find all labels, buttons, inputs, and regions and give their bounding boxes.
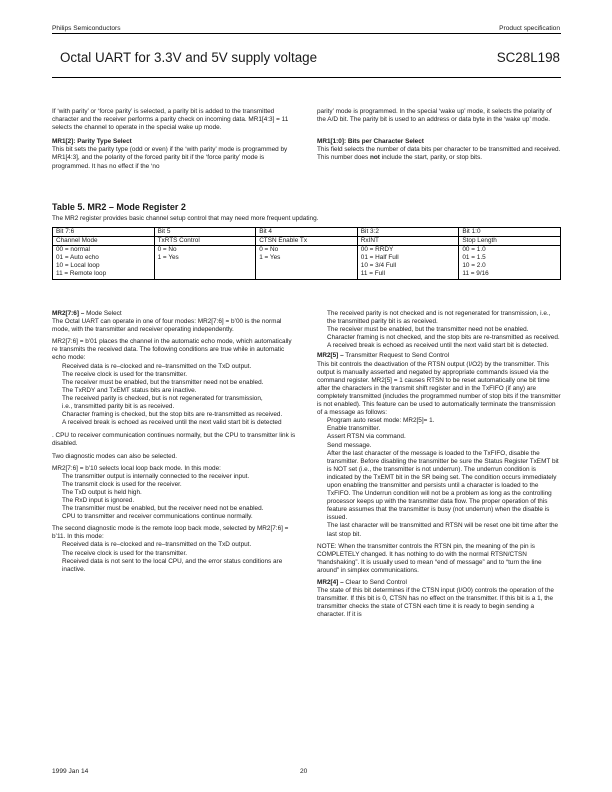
list-item: After the last character of the message is loaded to the TxFIFO, disable the transmitter. Before disabling the transmitter be sure the Status Register TxEMT bit is NOT set (i.e., the transmitter is not underrun). The underrun condition is indicated by the TxEMT bit in the SR being set. The condition occurs immediately upon enabling the transmitter and persists until a character is loaded to the TxFIFO. The Underrun condition will not be a problem as long as the controlling processor keeps up with the transmitter data flow. The proper operation of this feature assumes that the transmitter is busy (not underrun) when the disable is issued. <box>327 449 559 522</box>
table-row-names <box>53 237 561 246</box>
header-rule-top <box>52 33 561 34</box>
table-row-bits <box>53 228 561 237</box>
list-item: The last character will be transmitted and RTSN will be reset one bit time after the last stop bit. <box>327 522 559 538</box>
mr110-text-b: include the start, parity, or stop bits. <box>379 154 483 162</box>
bits-cell: Bit 7:6 <box>53 228 155 237</box>
list-item: CPU to transmitter and receiver communications continue normally. <box>62 513 253 521</box>
continued-list <box>317 310 561 350</box>
echo-list <box>52 363 298 428</box>
mr110-text-a: This field selects the number of data bits per character to be transmitted and received. This number does <box>317 146 561 162</box>
table-row-values <box>53 246 561 279</box>
list-item: i.e., transmitted parity bit is as received. <box>62 403 175 411</box>
value-line: 1 = Yes <box>259 254 281 262</box>
list-item: The transmit clock is used for the receiver. <box>62 480 182 488</box>
mr12-heading: MR1[2]: Parity Type Select <box>52 138 132 146</box>
body-right-column <box>317 310 561 623</box>
value-line: 10 = Local loop <box>56 262 100 270</box>
list-item: The received parity is checked, but is not regenerated for transmission, <box>62 394 263 402</box>
mr110-text <box>317 146 561 162</box>
list-item: Program auto reset mode: MR2[5]= 1. <box>327 417 435 425</box>
mr110-heading: MR1[1:0]: Bits per Character Select <box>317 138 424 146</box>
list-item: The transmitter must be enabled, but the receiver need not be enabled. <box>62 505 264 513</box>
cts-heading-bold: MR2[4] – <box>317 579 344 586</box>
value-cell <box>357 246 459 279</box>
two-diag: Two diagnostic modes can also be selected. <box>52 452 178 460</box>
footer-date: 1999 Jan 14 <box>52 768 89 775</box>
list-item: The receiver must be enabled, but the transmitter need not be enabled. <box>327 326 529 334</box>
value-cell <box>154 246 256 279</box>
list-item: The TxRDY and TxEMT status bits are inactive. <box>62 386 197 394</box>
header-rule-bottom <box>52 77 561 78</box>
intro-left <box>52 108 294 175</box>
rts-text: This bit controls the deactivation of the RTSN output (I/O2) by the transmitter. This output is manually asserted and negated by appropriate commands issued via the command register. MR2[5] = 1 causes RTSN to be reset automatically one bit time after the characters in the transmit shift register and in the TxFIFO (if any) are completely transmitted (includes the programmed number of stop bits if the transmitter is not enabled). This feature can be used to automatically terminate the transmission of a message as follows: <box>317 360 561 417</box>
list-item: A received break is echoed as received until the next valid start bit is detected <box>62 419 282 427</box>
rts-list <box>317 417 561 538</box>
value-line: 10 = 3/4 Full <box>360 262 397 270</box>
list-item: Assert RTSN via command. <box>327 433 406 441</box>
value-line: 01 = Half Full <box>360 254 399 262</box>
name-cell: CTSN Enable Tx <box>256 237 358 246</box>
mr110-text-bold: not <box>369 154 380 162</box>
rts-heading-rest: Transmitter Request to Send Control <box>343 352 450 360</box>
mode-select-heading <box>52 310 298 318</box>
list-item: The RxD input is ignored. <box>62 496 135 504</box>
list-item: Character framing is not checked, and the stop bits are re-transmitted as received. <box>327 334 560 342</box>
value-line: 00 = normal <box>56 246 90 254</box>
name-cell: Stop Length <box>459 237 561 246</box>
list-item: Received data is re–clocked and re–transmitted on the TxD output. <box>62 362 252 370</box>
value-line: 01 = Auto echo <box>56 254 99 262</box>
value-cell <box>53 246 155 279</box>
value-line: 1 = Yes <box>157 254 179 262</box>
intro-right-text: parity’ mode is programmed. In the special ‘wake up’ mode, it selects the polarity of the A/D bit. The parity bit is used to an address or data byte in the ‘wake up’ mode. <box>317 108 552 124</box>
table-title: Table 5. MR2 – Mode Register 2 <box>52 202 186 212</box>
list-item: Received data is not sent to the local CPU, and the error status conditions are inactive. <box>62 557 283 573</box>
name-cell: Channel Mode <box>53 237 155 246</box>
list-item: The receive clock is used for the transmitter. <box>62 370 188 378</box>
cts-text: The state of this bit determines if the CTSN input (I/O0) controls the operation of the transmitter. If this bit is 0, CTSN has no effect on the transmitter. If this bit is a 1, the transmitter checks the state of CTSN each time it is ready to begin sending a character. If it is <box>317 587 554 619</box>
local-intro: MR2[7:6] = b’10 selects local loop back mode. In this mode: <box>52 464 221 472</box>
bits-cell: Bit 3:2 <box>357 228 459 237</box>
value-line: 0 = No <box>157 246 177 254</box>
list-item: Send message. <box>327 441 372 449</box>
mode-select-text: The Octal UART can operate in one of four modes: MR2[7:6] = b’00 is the normal mode, with the transmitter and receiver operating independently. <box>52 318 282 334</box>
cts-heading-rest: Clear to Send Control <box>343 579 407 586</box>
page-number: 20 <box>300 768 308 775</box>
value-line: 00 = 1.0 <box>462 246 486 254</box>
value-line: 11 = 9/16 <box>462 270 489 278</box>
part-number: SC28L198 <box>496 50 560 65</box>
mode-select-heading-rest: Mode Select <box>84 310 122 317</box>
local-list <box>52 473 298 522</box>
rts-heading-bold: MR2[5] – <box>317 352 344 360</box>
rts-heading <box>317 352 561 360</box>
list-item: A received break is echoed as received until the next valid start bit is detected. <box>327 342 549 350</box>
value-line: 11 = Remote loop <box>56 270 107 278</box>
body-left-column <box>52 310 298 574</box>
remote-intro: The second diagnostic mode is the remote loop back mode, selected by MR2[7:6] = b’11. In this mode: <box>52 525 289 541</box>
mr12-text: This bit sets the parity type (odd or even) if the ‘with parity’ mode is programmed by MR1[4:3], and the polarity of the forced parity bit if the ‘force parity’ mode is programmed. It has no effect if the ‘no <box>52 146 288 170</box>
value-line: 11 = Full <box>360 270 385 278</box>
bits-cell: Bit 1:0 <box>459 228 561 237</box>
value-line: 0 = No <box>259 246 279 254</box>
page-title: Octal UART for 3.3V and 5V supply voltage <box>60 50 318 65</box>
bits-cell: Bit 5 <box>154 228 256 237</box>
bits-cell: Bit 4 <box>256 228 358 237</box>
value-cell <box>256 246 358 279</box>
name-cell: TxRTS Control <box>154 237 256 246</box>
document-type: Product specification <box>499 25 560 32</box>
list-item: The receiver must be enabled, but the transmitter need not be enabled. <box>62 378 264 386</box>
intro-right <box>317 108 561 166</box>
list-item: The TxD output is held high. <box>62 488 142 496</box>
intro-left-text: If ‘with parity’ or ‘force parity’ is selected, a parity bit is added to the transmitted character and the receiver performs a parity check on incoming data. MR1[4:3] = 11 selects the channel to operate in the special wake up mode. <box>52 108 289 132</box>
list-item: Received data is re–clocked and re–transmitted on the TxD output. <box>62 541 252 549</box>
mode-select-heading-bold: MR2[7:6] – <box>52 310 85 317</box>
value-cell <box>459 246 561 279</box>
cts-heading <box>317 579 561 587</box>
value-line: 00 = RRDY <box>360 246 394 254</box>
list-item: The received parity is not checked and is not regenerated for transmission, i.e., the transmitted parity bit is as received. <box>327 310 551 326</box>
rts-note: NOTE: When the transmitter controls the RTSN pin, the meaning of the pin is COMPLETELY changed. It has nothing to do with the normal RTSN/CTSN “handshaking”. It is usually used to mean “end of message” and to “turn the line around” in simplex communications. <box>317 542 542 574</box>
list-item: The transmitter output is internally connected to the receiver input. <box>62 472 250 480</box>
list-item: Character framing is checked, but the stop bits are re-transmitted as received. <box>62 411 283 419</box>
cpu-note: . CPU to receiver communication continues normally, but the CPU to transmitter link is disabled. <box>52 432 296 448</box>
list-item: The receive clock is used for the transmitter. <box>62 549 188 557</box>
list-item: Enable transmitter. <box>327 425 381 433</box>
table-caption: The MR2 register provides basic channel setup control that may need more frequent updating. <box>52 215 319 222</box>
value-line: 01 = 1.5 <box>462 254 486 262</box>
value-line: 10 = 2.0 <box>462 262 486 270</box>
name-cell: RxINT <box>357 237 459 246</box>
echo-intro: MR2[7:6] = b’01 places the channel in the automatic echo mode, which automatically re transmits the received data. The following conditions are true while in automatic echo mode: <box>52 338 292 362</box>
remote-list <box>52 541 298 573</box>
company-name: Philips Semiconductors <box>52 25 121 32</box>
mr2-register-table <box>52 227 561 280</box>
